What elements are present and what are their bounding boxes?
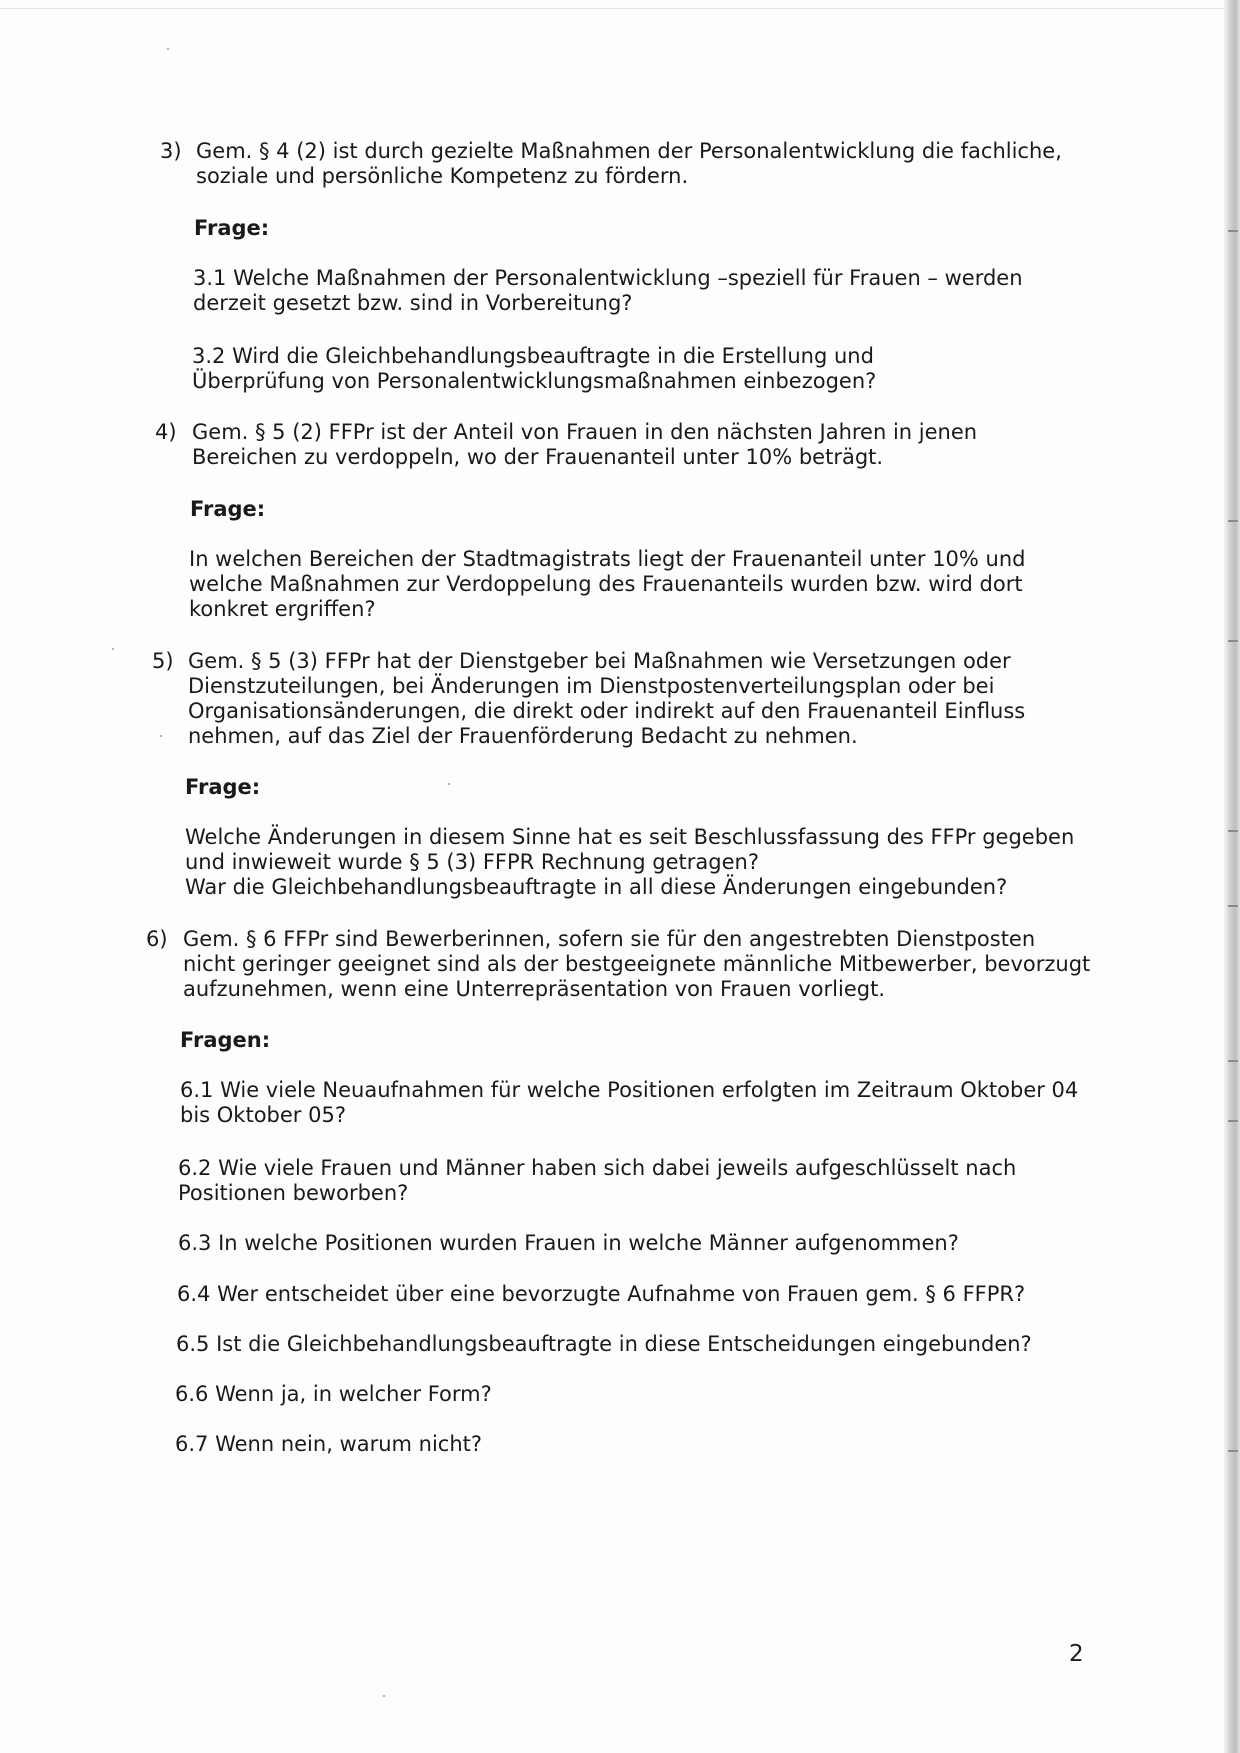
question-line: 6.3 In welche Positionen wurden Frauen in welche Männer aufgenommen? [178, 1231, 959, 1255]
question-6-6 [175, 1382, 492, 1407]
statement-line: aufzunehmen, wenn eine Unterrepräsentation von Frauen vorliegt. [183, 977, 885, 1001]
question-line: In welchen Bereichen der Stadtmagistrats liegt der Frauenanteil unter 10% und [189, 547, 1026, 571]
question-6-1 [180, 1078, 1078, 1128]
scan-top-edge [0, 8, 1224, 9]
question-line: Überprüfung von Personalentwicklungsmaßnahmen einbezogen? [192, 369, 877, 393]
question-6-7 [175, 1432, 482, 1457]
section-5-statement [188, 649, 1025, 749]
question-line: 6.1 Wie viele Neuaufnahmen für welche Positionen erfolgten im Zeitraum Oktober 04 [180, 1078, 1079, 1102]
scanner-edge [1224, 0, 1240, 1753]
question-line: 3.2 Wird die Gleichbehandlungsbeauftragte in die Erstellung und [192, 344, 874, 368]
section-4-number: 4) [155, 420, 177, 444]
question-line: War die Gleichbehandlungsbeauftragte in all diese Änderungen eingebunden? [185, 875, 1008, 899]
page-number: 2 [1069, 1641, 1084, 1667]
question-6-5 [176, 1332, 1032, 1357]
section-4-question-label: Frage: [190, 497, 266, 521]
question-line: Welche Änderungen in diesem Sinne hat es seit Beschlussfassung des FFPr gegeben [185, 825, 1075, 849]
statement-line: Gem. § 4 (2) ist durch gezielte Maßnahmen der Personalentwicklung die fachliche, [196, 139, 1062, 163]
section-5-number: 5) [152, 649, 174, 673]
question-line: konkret ergriffen? [189, 597, 376, 621]
question-6-4 [177, 1282, 1025, 1307]
section-4-statement [192, 420, 977, 470]
question-line: 6.5 Ist die Gleichbehandlungsbeauftragte in diese Entscheidungen eingebunden? [176, 1332, 1032, 1356]
question-4 [189, 547, 1026, 622]
question-line: und inwieweit wurde § 5 (3) FFPR Rechnung getragen? [185, 850, 759, 874]
statement-line: Gem. § 6 FFPr sind Bewerberinnen, sofern sie für den angestrebten Dienstposten [183, 927, 1036, 951]
section-3-number: 3) [160, 139, 182, 163]
statement-line: Gem. § 5 (3) FFPr hat der Dienstgeber bei Maßnahmen wie Versetzungen oder [188, 649, 1011, 673]
question-line: bis Oktober 05? [180, 1103, 346, 1127]
statement-line: Gem. § 5 (2) FFPr ist der Anteil von Frauen in den nächsten Jahren in jenen [192, 420, 978, 444]
question-line: 6.4 Wer entscheidet über eine bevorzugte Aufnahme von Frauen gem. § 6 FFPR? [177, 1282, 1026, 1306]
question-line: 3.1 Welche Maßnahmen der Personalentwicklung –speziell für Frauen – werden [193, 266, 1023, 290]
statement-line: Organisationsänderungen, die direkt oder indirekt auf den Frauenanteil Einfluss [188, 699, 1026, 723]
question-6-2 [178, 1156, 1016, 1206]
section-6-number: 6) [146, 927, 168, 951]
section-5-question-label: Frage: [185, 775, 261, 799]
question-3-1 [193, 266, 1023, 316]
question-line: 6.2 Wie viele Frauen und Männer haben sich dabei jeweils aufgeschlüsselt nach [178, 1156, 1017, 1180]
question-line: welche Maßnahmen zur Verdoppelung des Frauenanteils wurden bzw. wird dort [189, 572, 1023, 596]
statement-line: nehmen, auf das Ziel der Frauenförderung Bedacht zu nehmen. [188, 724, 858, 748]
question-5 [185, 825, 1074, 900]
statement-line: Dienstzuteilungen, bei Änderungen im Dienstpostenverteilungsplan oder bei [188, 674, 995, 698]
scan-speck [167, 48, 169, 50]
section-3-question-label: Frage: [194, 216, 270, 240]
question-6-3 [178, 1231, 959, 1256]
statement-line: nicht geringer geeignet sind als der bestgeeignete männliche Mitbewerber, bevorzugt [183, 952, 1091, 976]
scan-speck [448, 783, 450, 785]
question-line: 6.7 Wenn nein, warum nicht? [175, 1432, 483, 1456]
scan-speck [112, 648, 114, 650]
statement-line: Bereichen zu verdoppeln, wo der Frauenanteil unter 10% beträgt. [192, 445, 884, 469]
section-3-statement [196, 139, 1062, 189]
section-6-statement [183, 927, 1090, 1002]
scan-speck [160, 735, 162, 737]
section-6-question-label: Fragen: [180, 1028, 271, 1052]
question-3-2 [192, 344, 876, 394]
question-line: derzeit gesetzt bzw. sind in Vorbereitung? [193, 291, 633, 315]
scan-speck [383, 1695, 385, 1697]
question-line: 6.6 Wenn ja, in welcher Form? [175, 1382, 492, 1406]
statement-line: soziale und persönliche Kompetenz zu fördern. [196, 164, 689, 188]
question-line: Positionen beworben? [178, 1181, 409, 1205]
